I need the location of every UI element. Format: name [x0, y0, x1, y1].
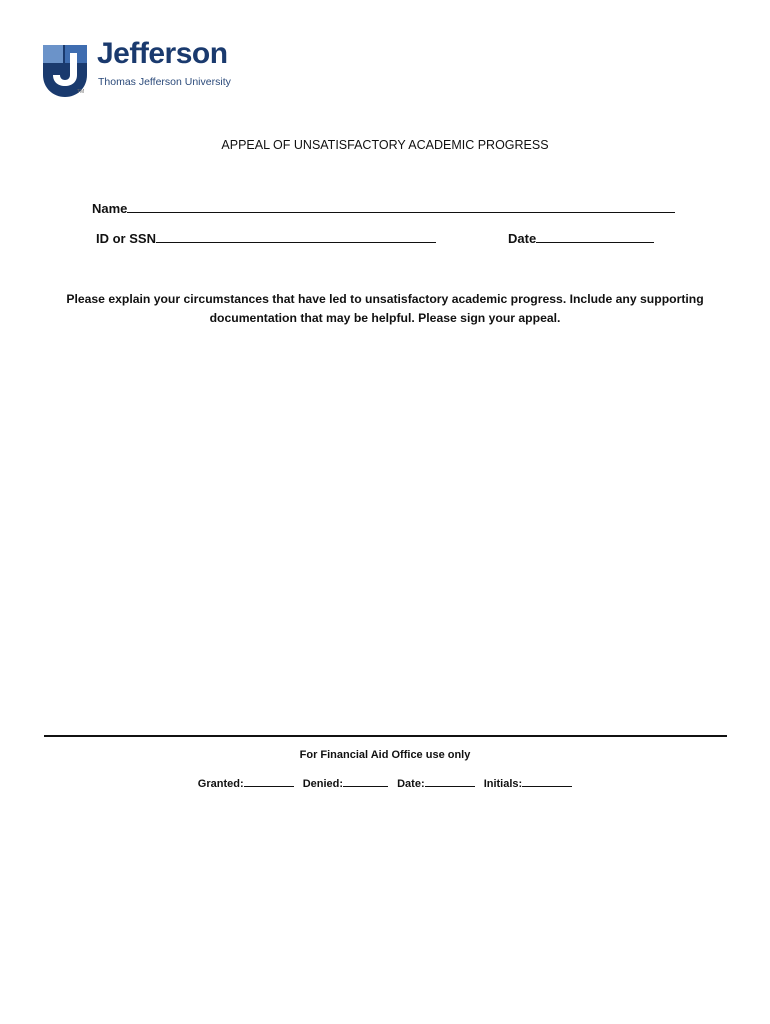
initials-label: Initials: [483, 778, 523, 790]
office-use-heading: For Financial Aid Office use only [299, 749, 471, 761]
id-label: ID or SSN [96, 231, 156, 246]
name-field[interactable] [127, 200, 675, 213]
logo-subtitle: Thomas Jefferson University [98, 76, 231, 88]
instructions [40, 290, 730, 328]
office-date-item [397, 778, 475, 790]
logo-wordmark: Jefferson [97, 37, 228, 70]
section-divider [44, 735, 727, 737]
date-field-row [508, 230, 654, 246]
instructions-line-1: Please explain your circumstances that have led to unsatisfactory academic progress. Include any supporting [66, 292, 704, 306]
office-use-fields [0, 776, 770, 790]
id-ssn-field[interactable] [156, 230, 436, 243]
form-title: APPEAL OF UNSATISFACTORY ACADEMIC PROGRESS [221, 138, 549, 152]
office-date-field[interactable] [425, 776, 475, 787]
date-label: Date [508, 231, 537, 246]
denied-field[interactable] [343, 776, 388, 787]
instructions-line-2: documentation that may be helpful. Please sign your appeal. [209, 311, 561, 325]
initials-item [484, 778, 573, 790]
id-field-row [96, 230, 436, 246]
jefferson-logo [43, 37, 243, 103]
trademark-mark: TM [77, 89, 85, 95]
granted-label: Granted: [197, 778, 244, 790]
date-field[interactable] [536, 230, 654, 243]
initials-field[interactable] [522, 776, 572, 787]
granted-field[interactable] [244, 776, 294, 787]
office-date-label: Date: [397, 778, 425, 790]
denied-item [303, 778, 388, 790]
granted-item [198, 778, 294, 790]
name-field-row [92, 200, 675, 216]
denied-label: Denied: [302, 778, 344, 790]
name-label: Name [92, 201, 128, 216]
